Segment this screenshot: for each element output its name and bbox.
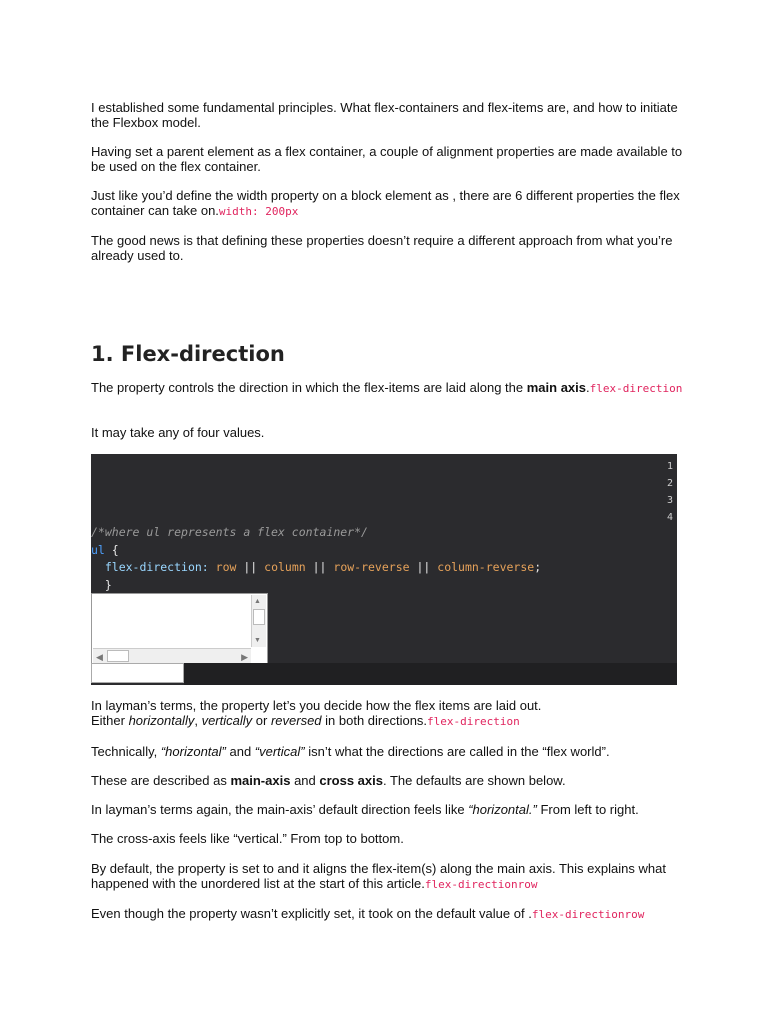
code-value-row-reverse: row-reverse <box>333 560 410 574</box>
code-comment: /*where ul represents a flex container*/ <box>91 525 368 539</box>
paragraph-property <box>91 380 683 396</box>
horizontal-scroll-thumb[interactable] <box>107 650 129 662</box>
inline-code-flex-direction: flex-direction <box>427 715 520 728</box>
line-number: 2 <box>667 478 674 489</box>
code-open-brace: { <box>104 542 119 557</box>
paragraph-layman <box>91 698 683 729</box>
paragraph-four-values: It may take any of four values. <box>91 425 265 440</box>
paragraph-intro: I established some fundamental principles. What flex-containers and flex-items are, and how to initiate the Flexbox model. <box>91 100 678 130</box>
paragraph-cross-axis: The cross-axis feels like “vertical.” From top to bottom. <box>91 831 404 846</box>
code-lines <box>91 524 541 594</box>
code-block-footer <box>184 663 677 685</box>
text-described-as: These are described as <box>91 773 231 788</box>
text-left-to-right: From left to right. <box>536 802 639 817</box>
vertical-scrollbar[interactable] <box>251 595 266 647</box>
code-property: flex-direction: <box>104 560 209 574</box>
code-close-brace: } <box>91 577 112 592</box>
text-or: or <box>252 713 271 728</box>
code-input-field[interactable] <box>91 663 184 683</box>
italic-horizontally: horizontally <box>128 713 195 728</box>
italic-horizontal-quote: “horizontal.” <box>468 802 537 817</box>
paragraph-default <box>91 861 683 892</box>
text-flex-world: isn’t what the directions are called in the “flex world”. <box>304 744 610 759</box>
text-comma: , <box>194 713 202 728</box>
code-value-row: row <box>215 560 237 574</box>
scroll-left-icon[interactable]: ◀ <box>96 652 103 662</box>
inline-code-flex-direction-row: flex-directionrow <box>424 878 538 891</box>
code-line-comment <box>91 524 541 542</box>
main-axis-bold: main axis <box>526 380 586 395</box>
text-defaults: . The defaults are shown below. <box>382 773 566 788</box>
paragraph-even-though-text: Even though the property wasn’t explicitly set, it took on the default value of . <box>91 906 532 921</box>
code-block <box>91 454 677 685</box>
section-heading: 1. Flex-direction <box>91 342 285 366</box>
inline-code-flex-direction-row-2: flex-directionrow <box>531 908 645 921</box>
paragraph-width-text: Just like you’d define the width property on a block element as , there are 6 different properties the flex container can take on. <box>91 188 680 218</box>
text-technically: Technically, <box>91 744 161 759</box>
text-and: and <box>290 773 320 788</box>
italic-vertical: “vertical” <box>254 744 305 759</box>
line-number: 1 <box>667 461 674 472</box>
bold-cross-axis: cross axis <box>319 773 383 788</box>
vertical-scroll-thumb[interactable] <box>253 609 265 625</box>
bold-main-axis: main-axis <box>230 773 291 788</box>
paragraph-even-though <box>91 906 691 922</box>
text-layman-again: In layman’s terms again, the main-axis’ default direction feels like <box>91 802 469 817</box>
code-line-selector <box>91 542 541 560</box>
paragraph-width <box>91 188 683 219</box>
scroll-right-icon[interactable]: ▶ <box>241 652 248 662</box>
text-and: and <box>225 744 255 759</box>
code-semicolon: ; <box>534 560 542 574</box>
inline-code-width: width: 200px <box>218 205 299 218</box>
code-value-column: column <box>264 560 306 574</box>
code-selector: ul <box>91 542 105 557</box>
paragraph-layman-line1: In layman’s terms, the property let’s you decide how the flex items are laid out. <box>91 698 542 713</box>
paragraph-good-news: The good news is that defining these properties doesn’t require a different approach from what you’re already used to. <box>91 233 673 263</box>
scroll-down-icon[interactable]: ▼ <box>254 637 261 644</box>
code-separator: || <box>409 560 438 574</box>
paragraph-technically <box>91 744 683 759</box>
scroll-up-icon[interactable]: ▲ <box>254 598 261 605</box>
code-separator: || <box>236 560 265 574</box>
text-either: Either <box>91 713 129 728</box>
code-indent <box>91 560 105 574</box>
line-number: 3 <box>667 495 674 506</box>
code-textarea[interactable] <box>91 593 268 665</box>
paragraph-property-text: The property controls the direction in which the flex-items are laid along the <box>91 380 527 395</box>
italic-reversed: reversed <box>270 713 322 728</box>
inline-code-flex-direction: flex-direction <box>589 382 683 395</box>
horizontal-scrollbar[interactable] <box>93 648 251 663</box>
line-numbers <box>667 458 677 526</box>
paragraph-alignment: Having set a parent element as a flex container, a couple of alignment properties are made available to be used on the flex container. <box>91 144 683 174</box>
period: . <box>586 380 590 395</box>
code-line-close <box>91 577 541 595</box>
paragraph-default-text: By default, the property is set to and it aligns the flex-item(s) along the main axis. This explains what happened with the unordered list at the start of this article. <box>91 861 666 891</box>
code-line-declaration <box>91 559 541 577</box>
italic-vertically: vertically <box>201 713 253 728</box>
line-number: 4 <box>667 512 674 523</box>
text-both-directions: in both directions. <box>321 713 428 728</box>
code-separator: || <box>305 560 334 574</box>
paragraph-main-axis-direction <box>91 802 683 817</box>
paragraph-axes <box>91 773 683 788</box>
code-value-column-reverse: column-reverse <box>437 560 535 574</box>
italic-horizontal: “horizontal” <box>160 744 226 759</box>
